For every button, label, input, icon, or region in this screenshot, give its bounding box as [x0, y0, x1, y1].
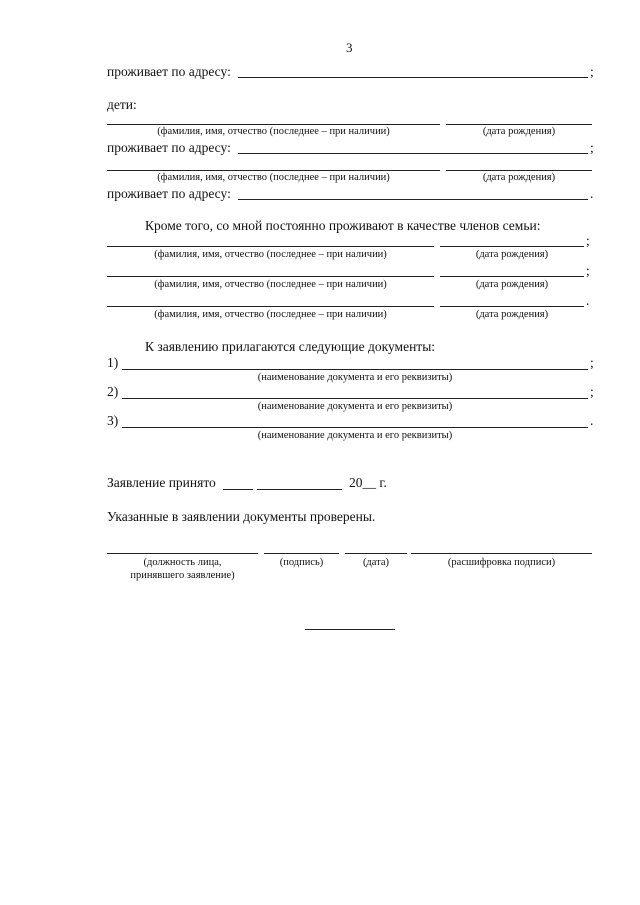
- doc-1-caption: (наименование документа и его реквизиты): [257, 372, 453, 383]
- child-1-fio-caption: (фамилия, имя, отчество (последнее – при наличии): [157, 126, 390, 137]
- address-line-3[interactable]: [238, 199, 588, 200]
- member-1-fio-caption: (фамилия, имя, отчество (последнее – при наличии): [154, 249, 387, 260]
- child-2-fio-line[interactable]: [107, 170, 440, 171]
- decoding-caption: (расшифровка подписи): [447, 557, 556, 568]
- member-3-birth-line[interactable]: [440, 306, 584, 307]
- accepted-day-line[interactable]: [223, 489, 253, 490]
- child-2-birth-line[interactable]: [446, 170, 592, 171]
- doc-2-line[interactable]: [122, 398, 588, 399]
- attachments-intro: К заявлению прилагаются следующие документы:: [145, 339, 436, 354]
- address-line-2[interactable]: [238, 153, 588, 154]
- address-label-1: проживает по адресу:: [107, 64, 231, 79]
- doc-3-period: .: [590, 413, 594, 428]
- doc-2-caption: (наименование документа и его реквизиты): [257, 401, 453, 412]
- child-2-fio-caption: (фамилия, имя, отчество (последнее – при наличии): [157, 172, 390, 183]
- doc-3-caption: (наименование документа и его реквизиты): [257, 430, 453, 441]
- doc-1-number: 1): [107, 355, 119, 370]
- position-caption-2: принявшего заявление): [130, 570, 235, 581]
- date-line[interactable]: [345, 553, 407, 554]
- member-2-fio-line[interactable]: [107, 276, 434, 277]
- period-1: .: [590, 186, 594, 201]
- child-1-birth-line[interactable]: [446, 124, 592, 125]
- accepted-month-line[interactable]: [257, 489, 342, 490]
- member-2-semicolon: ;: [586, 263, 590, 278]
- doc-1-line[interactable]: [122, 369, 588, 370]
- position-line[interactable]: [107, 553, 258, 554]
- decoding-line[interactable]: [411, 553, 592, 554]
- address-label-3: проживает по адресу:: [107, 186, 231, 201]
- checked-label: Указанные в заявлении документы проверены.: [107, 509, 376, 524]
- member-2-birth-caption: (дата рождения): [475, 279, 549, 290]
- address-line-1[interactable]: [238, 77, 588, 78]
- doc-3-line[interactable]: [122, 427, 588, 428]
- accepted-year: 20__ г.: [349, 475, 387, 490]
- doc-2-number: 2): [107, 384, 119, 399]
- address-label-2: проживает по адресу:: [107, 140, 231, 155]
- member-3-fio-line[interactable]: [107, 306, 434, 307]
- child-2-birth-caption: (дата рождения): [482, 172, 556, 183]
- member-1-semicolon: ;: [586, 233, 590, 248]
- member-3-fio-caption: (фамилия, имя, отчество (последнее – при наличии): [154, 309, 387, 320]
- member-1-birth-caption: (дата рождения): [475, 249, 549, 260]
- member-3-period: .: [586, 293, 590, 308]
- member-2-fio-caption: (фамилия, имя, отчество (последнее – при наличии): [154, 279, 387, 290]
- signature-caption: (подпись): [279, 557, 324, 568]
- semicolon-1: ;: [590, 64, 594, 79]
- semicolon-2: ;: [590, 140, 594, 155]
- children-label: дети:: [107, 97, 137, 112]
- member-1-fio-line[interactable]: [107, 246, 434, 247]
- child-1-birth-caption: (дата рождения): [482, 126, 556, 137]
- member-1-birth-line[interactable]: [440, 246, 584, 247]
- page-number: 3: [346, 40, 353, 55]
- position-caption-1: (должность лица,: [143, 557, 222, 568]
- child-1-fio-line[interactable]: [107, 124, 440, 125]
- member-2-birth-line[interactable]: [440, 276, 584, 277]
- end-separator: [305, 629, 395, 630]
- accepted-label: Заявление принято: [107, 475, 216, 490]
- doc-3-number: 3): [107, 413, 119, 428]
- signature-line[interactable]: [264, 553, 339, 554]
- date-caption: (дата): [362, 557, 390, 568]
- members-intro: Кроме того, со мной постоянно проживают в качестве членов семьи:: [145, 218, 541, 233]
- member-3-birth-caption: (дата рождения): [475, 309, 549, 320]
- doc-2-semicolon: ;: [590, 384, 594, 399]
- doc-1-semicolon: ;: [590, 355, 594, 370]
